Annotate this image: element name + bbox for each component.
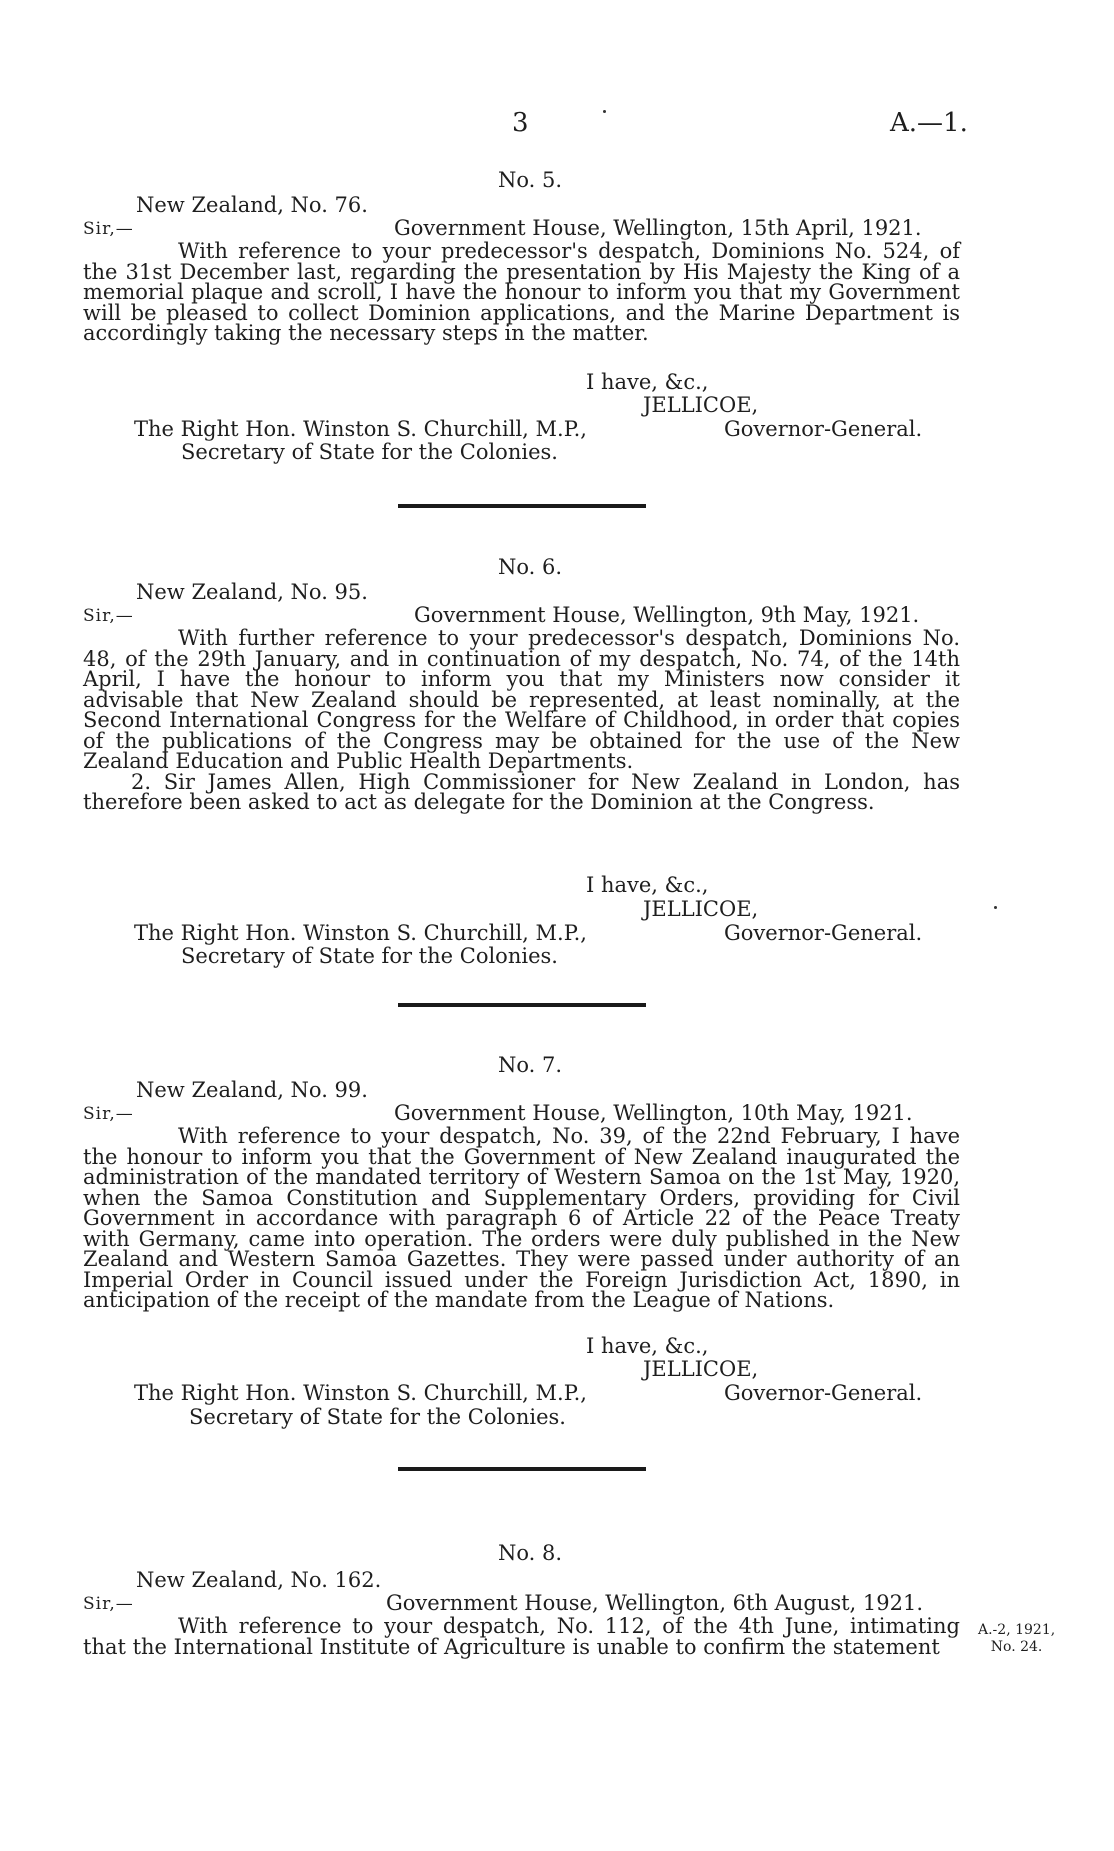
signatory-title: Governor-General. [724,921,923,945]
closing: I have, &c., [586,370,709,394]
addressee-office: Secretary of State for the Colonies. [189,1405,566,1429]
despatch-body [83,1126,960,1311]
document-reference: A.—1. [890,108,968,138]
salutation: Sir,— [83,606,134,626]
sender-address: Government House, Wellington, 6th August, 1921. [386,1591,924,1615]
salutation: Sir,— [83,219,134,239]
addressee-office: Secretary of State for the Colonies. [181,944,558,968]
section-divider [398,1003,646,1007]
signature: JELLICOE, [643,1357,759,1381]
addressee-name: The Right Hon. Winston S. Churchill, M.P., [134,921,587,945]
salutation: Sir,— [83,1594,134,1614]
despatch-origin: New Zealand, No. 99. [136,1078,368,1102]
signatory-title: Governor-General. [724,1381,923,1405]
body-paragraph: With further reference to your predecessor's despatch, Dominions No. 48, of the 29th January, and in continuation of my despatch, No. 74, of the 14th April, I have the honour to inform you that my Ministers now consider it advisable that New Zealand should be represented, at least nominally, at the Second International Congress for the Welfare of Childhood, in order that copies of the publications of the Congress may be obtained for the use of the New Zealand Education and Public Health Departments. [83,626,960,773]
sender-address: Government House, Wellington, 15th April, 1921. [394,216,922,240]
margin-note-line: A.-2, 1921, [978,1622,1056,1638]
section-divider [398,504,646,508]
despatch-heading: No. 8. [497,1541,563,1565]
body-paragraph: With reference to your despatch, No. 39, of the 22nd February, I have the honour to inform you that the Government of New Zealand inaugurated the administration of the mandated territory of Western Samoa on the 1st May, 1920, when the Samoa Constitution and Supplementary Orders, providing for Civil Government in accordance with paragraph 6 of Article 22 of the Peace Treaty with Germany, came into operation. The orders were duly published in the New Zealand and Western Samoa Gazettes. They were passed under authority of an Imperial Order in Council issued under the Foreign Jurisdiction Act, 1890, in anticipation of the receipt of the mandate from the League of Nations. [83,1124,960,1312]
signatory-title: Governor-General. [724,417,923,441]
despatch-body [83,241,960,344]
closing: I have, &c., [586,1334,709,1358]
despatch-heading: No. 7. [497,1053,563,1077]
scan-speck [994,906,997,909]
scan-speck [603,110,606,113]
page-number: 3 [512,108,529,138]
addressee-office: Secretary of State for the Colonies. [181,440,558,464]
body-paragraph: 2. Sir James Allen, High Commissioner for New Zealand in London, has therefore been asked to act as delegate for the Dominion at the Congress. [83,769,960,814]
despatch-heading: No. 5. [497,168,563,192]
despatch-origin: New Zealand, No. 95. [136,580,368,604]
closing: I have, &c., [586,873,709,897]
signature: JELLICOE, [643,393,759,417]
despatch-origin: New Zealand, No. 76. [136,193,368,217]
body-paragraph: With reference to your despatch, No. 112, of the 4th June, intimating that the International Institute of Agriculture is unable to confirm the statement [83,1614,960,1659]
despatch-origin: New Zealand, No. 162. [136,1568,382,1592]
margin-note-line: No. 24. [990,1639,1043,1655]
signature: JELLICOE, [643,897,759,921]
salutation: Sir,— [83,1104,134,1124]
despatch-body [83,628,960,813]
body-paragraph: With reference to your predecessor's despatch, Dominions No. 524, of the 31st December last, regarding the presentation by His Majesty the King of a memorial plaque and scroll, I have the honour to inform you that my Government will be pleased to collect Dominion applications, and the Marine Department is accordingly taking the necessary steps in the matter. [83,239,960,345]
section-divider [398,1467,646,1471]
sender-address: Government House, Wellington, 9th May, 1921. [414,603,920,627]
addressee-name: The Right Hon. Winston S. Churchill, M.P., [134,417,587,441]
margin-note [978,1622,1055,1656]
sender-address: Government House, Wellington, 10th May, 1921. [394,1101,913,1125]
despatch-body [83,1616,960,1657]
despatch-heading: No. 6. [497,555,563,579]
addressee-name: The Right Hon. Winston S. Churchill, M.P., [134,1381,587,1405]
